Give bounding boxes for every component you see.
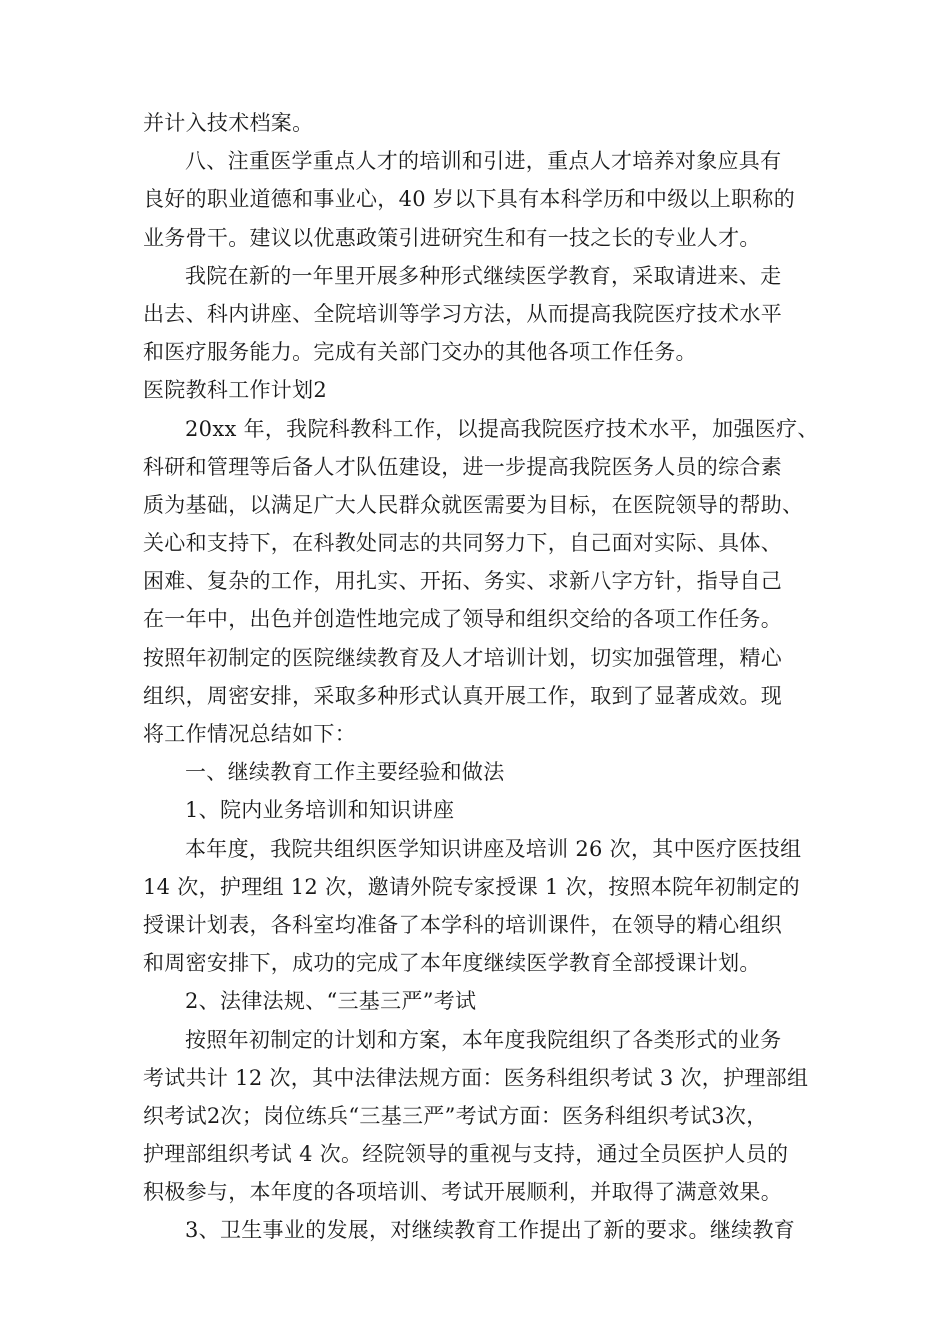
text-line: 和医疗服务能力。完成有关部门交办的其他各项工作任务。 [143, 340, 697, 365]
text-line: 组织，周密安排，采取多种形式认真开展工作，取到了显著成效。现 [143, 683, 782, 708]
text-line: 出去、科内讲座、全院培训等学习方法，从而提高我院医疗技术水平 [143, 301, 782, 326]
section-heading: 医院教科工作计划2 [143, 378, 328, 403]
text-line: 和周密安排下，成功的完成了本年度继续医学教育全部授课计划。 [143, 951, 761, 976]
text-line: 本年度，我院共组织医学知识讲座及培训 26 次，其中医疗医技组 [185, 836, 802, 861]
text-line: 困难、复杂的工作，用扎实、开拓、务实、求新八字方针，指导自己 [143, 569, 782, 594]
subsection-heading: 1、院内业务培训和知识讲座 [185, 798, 455, 823]
text-line: 并计入技术档案。 [143, 111, 314, 135]
text-line: 科研和管理等后备人才队伍建设，进一步提高我院医务人员的综合素 [143, 454, 782, 479]
text-line: 质为基础，以满足广大人民群众就医需要为目标，在医院领导的帮助、 [143, 492, 804, 517]
text-line: 织考试2次；岗位练兵“三基三严”考试方面：医务科组织考试3次， [143, 1103, 768, 1128]
text-line: 我院在新的一年里开展多种形式继续医学教育，采取请进来、走 [185, 263, 782, 288]
text-line: 考试共计 12 次，其中法律法规方面：医务科组织考试 3 次，护理部组 [143, 1065, 809, 1090]
text-line: 按照年初制定的计划和方案，本年度我院组织了各类形式的业务 [185, 1027, 782, 1052]
text-line: 关心和支持下，在科教处同志的共同努力下，自己面对实际、具体、 [143, 531, 782, 556]
subsection-heading: 一、继续教育工作主要经验和做法 [185, 760, 505, 785]
text-line: 良好的职业道德和事业心，40 岁以下具有本科学历和中级以上职称的 [143, 187, 795, 212]
text-line: 14 次，护理组 12 次，邀请外院专家授课 1 次，按照本院年初制定的 [143, 874, 800, 899]
text-line: 按照年初制定的医院继续教育及人才培训计划，切实加强管理，精心 [143, 645, 782, 670]
text-line: 业务骨干。建议以优惠政策引进研究生和有一技之长的专业人才。 [143, 225, 761, 250]
text-line: 授课计划表，各科室均准备了本学科的培训课件，在领导的精心组织 [143, 912, 782, 937]
text-line: 将工作情况总结如下： [143, 722, 356, 746]
document-page [143, 104, 823, 1250]
text-line: 3、卫生事业的发展，对继续教育工作提出了新的要求。继续教育 [185, 1218, 796, 1243]
subsection-heading: 2、法律法规、“三基三严”考试 [185, 989, 477, 1014]
text-line: 在一年中，出色并创造性地完成了领导和组织交给的各项工作任务。 [143, 607, 782, 632]
text-line: 积极参与，本年度的各项培训、考试开展顺利，并取得了满意效果。 [143, 1180, 782, 1205]
text-line: 20xx 年，我院科教科工作，以提高我院医疗技术水平，加强医疗、 [185, 416, 819, 441]
text-line: 八、注重医学重点人才的培训和引进，重点人才培养对象应具有 [185, 149, 782, 174]
text-line: 护理部组织考试 4 次。经院领导的重视与支持，通过全员医护人员的 [143, 1142, 789, 1167]
